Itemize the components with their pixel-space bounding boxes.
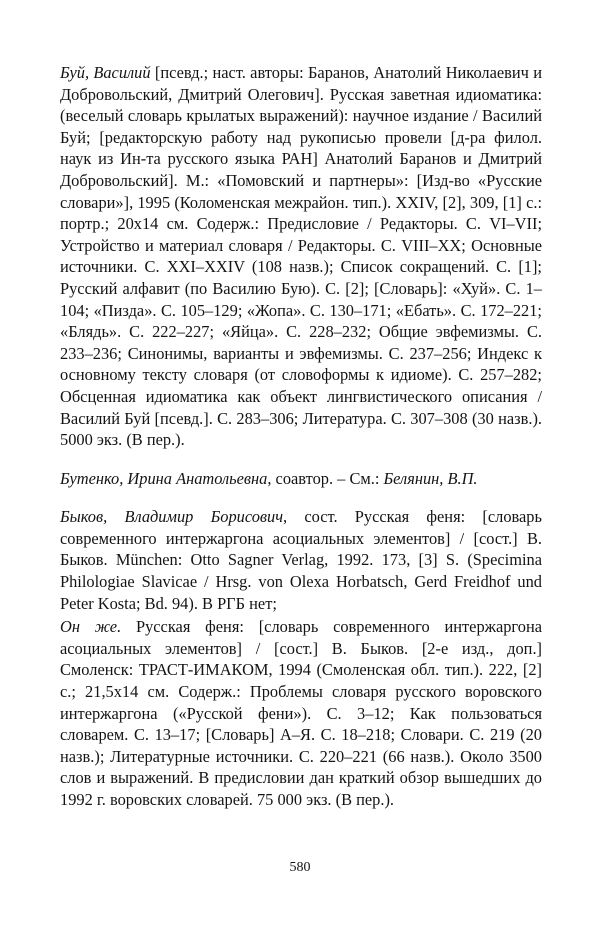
bibliography-page [60,62,542,811]
entry-author: Бутенко, Ирина Анатольевна [60,468,268,488]
see-reference: Белянин, В.П. [383,468,478,488]
entry-author: Буй, Василий [60,63,151,82]
entry-text: , сост. Русская феня: [словарь современного интержаргона асоциальных элементов] / [сост.] В. Быков. München: Otto Sagner Verlag, 1992. 173, [3] S. (Specimina Philologiae Slavicae / Hrsg. von Olexa Horbatsch, Gerd Freidhof und Peter Kosta; Bd. 94). В РГБ нет; [60,507,542,613]
bibliography-entry-bykov-2 [60,616,542,810]
entry-author: Он же. [60,617,122,637]
entry-text: , соавтор. – См.: [267,468,384,488]
page-number: 580 [289,860,311,875]
entry-text: [псевд.; наст. авторы: Баранов, Анатолий Николаевич и Добровольский, Дмитрий Олегович]. Русская заветная идиоматика: (веселый словарь крылатых выражений): научное издание / Василий Буй; [редакторскую работу над рукописью провели [д-ра филол. наук из Ин-та русского языка РАН] Анатолий Баранов и Дмитрий Добровольский]. М.: «Помовский и партнеры»: [Изд-во «Русские словари»], 1995 (Коломенская межрайон. тип.). XXIV, [2], 309, [1] с.: портр.; 20x14 см. Содерж.: Предисловие / Редакторы. С. VI–VII; Устройство и материал словаря / Редакторы. С. VIII–XX; Основные источники. С. XXI–XXIV (108 назв.); Список сокращений. С. [1]; Русский алфавит (по Василию Бую). С. [2]; [Словарь]: «Хуй». С. 1–104; «Пизда». С. 105–129; «Жопа». С. 130–171; «Ебать». С. 172–221; «Блядь». С. 222–227; «Яйца». С. 228–232; Общие эвфемизмы. С. 233–236; Синонимы, варианты и эвфемизмы. С. 237–256; Индекс к основному тексту словаря (от словоформы к идиоме). С. 257–282; Обсценная идиоматика как объект лингвистического описания / Василий Буй [псевд.]. С. 283–306; Литература. С. 307–308 (30 назв.). 5000 экз. (В пер.). [60,63,542,450]
entry-author: Быков, Владимир Борисович [60,507,284,527]
bibliography-entry-bykov [60,506,542,614]
bibliography-entry-butenko [60,468,542,490]
bibliography-entry-buy [60,62,542,451]
entry-text: Русская феня: [словарь современного интержаргона асоциальных элементов] / [сост.] В. Быков. [2-е изд., доп.] Смоленск: ТРАСТ-ИМАКОМ, 1994 (Смоленская обл. тип.). 222, [2] с.; 21,5x14 см. Содерж.: Проблемы словаря русского воровского интержаргона («Русской фени»). С. 3–12; Как пользоваться словарем. С. 13–17; [Словарь] А–Я. С. 18–218; Словари. С. 219 (20 назв.); Литературные источники. С. 220–221 (66 назв.). Около 3500 слов и выражений. В предисловии дан краткий обзор вышедших до 1992 г. воровских словарей. 75 000 экз. (В пер.). [60,617,542,809]
